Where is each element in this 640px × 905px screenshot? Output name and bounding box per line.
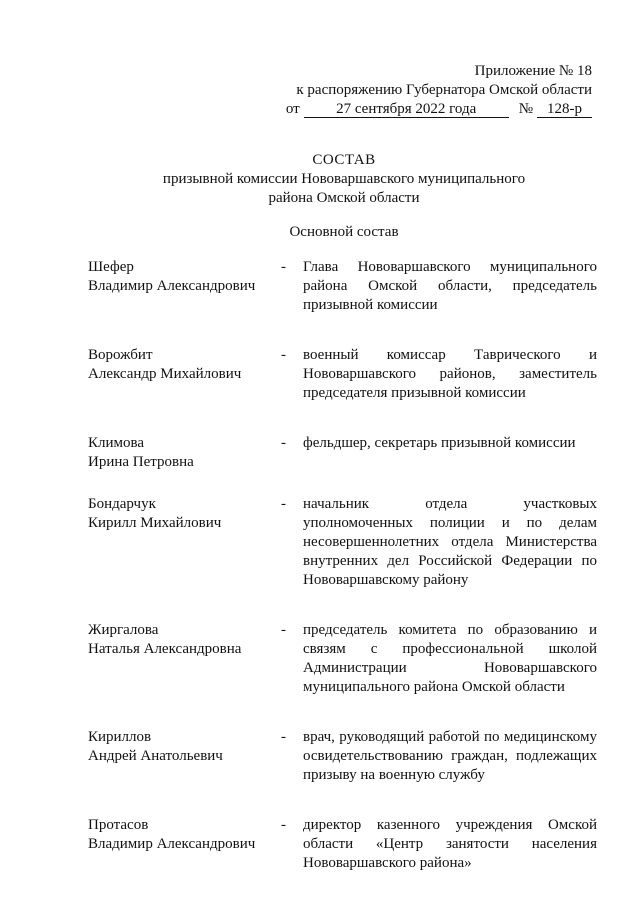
member-role: директор казенного учреждения Омской области «Центр занятости населения Нововаршавского района» <box>303 817 597 871</box>
member-surname: Жиргалова <box>88 622 159 638</box>
dash: - <box>281 817 286 833</box>
member-row <box>88 728 598 785</box>
member-row <box>88 258 598 315</box>
member-name <box>88 816 278 854</box>
member-role: председатель комитета по образованию и связям с профессиональной школой Администрации Нововаршавского муниципального района Омской области <box>303 622 597 695</box>
title-line-2: призывной комиссии Нововаршавского муниципального <box>162 171 526 187</box>
member-given-names: Кирилл Михайлович <box>88 515 222 531</box>
number-label: № <box>518 101 533 117</box>
member-row <box>88 621 598 697</box>
dash: - <box>281 622 286 638</box>
from-label: от <box>285 101 300 117</box>
member-surname: Кириллов <box>88 729 152 745</box>
members-list <box>88 258 598 873</box>
appendix-label: Приложение № 18 <box>474 63 592 79</box>
member-row <box>88 346 598 403</box>
order-number: 128-р <box>537 101 592 118</box>
title-heading: СОСТАВ <box>312 152 376 168</box>
member-row <box>88 816 598 873</box>
dash: - <box>281 729 286 745</box>
section-heading: Основной состав <box>289 224 399 240</box>
member-given-names: Александр Михайлович <box>88 366 242 382</box>
member-row <box>88 434 598 472</box>
member-role: врач, руководящий работой по медицинскому освидетельствованию граждан, подлежащих призыву на военную службу <box>303 729 597 783</box>
member-given-names: Владимир Александрович <box>88 836 256 852</box>
member-role: фельдшер, секретарь призывной комиссии <box>303 435 576 451</box>
order-reference: к распоряжению Губернатора Омской области <box>296 82 592 98</box>
member-name <box>88 258 278 296</box>
member-surname: Бондарчук <box>88 496 156 512</box>
member-given-names: Ирина Петровна <box>88 454 194 470</box>
title-line-3: района Омской области <box>268 190 420 206</box>
member-role: военный комиссар Таврического и Нововаршавского районов, заместитель председателя призывной комиссии <box>303 347 597 401</box>
dash: - <box>281 347 286 363</box>
document-header <box>286 62 592 119</box>
member-surname: Климова <box>88 435 145 451</box>
member-given-names: Наталья Александровна <box>88 641 242 657</box>
dash: - <box>281 496 286 512</box>
member-given-names: Владимир Александрович <box>88 278 256 294</box>
member-role: начальник отдела участковых уполномоченных полиции и по делам несовершеннолетних отдела Министерства внутренних дел Российской Федерации по Нововаршавскому району <box>303 496 597 588</box>
member-given-names: Андрей Анатольевич <box>88 748 223 764</box>
member-name <box>88 346 278 384</box>
order-date: 27 сентября 2022 года <box>304 101 509 118</box>
member-surname: Ворожбит <box>88 347 153 363</box>
dash: - <box>281 259 286 275</box>
member-surname: Протасов <box>88 817 149 833</box>
member-name <box>88 495 278 533</box>
member-name <box>88 434 278 472</box>
order-date-number-line <box>286 100 592 119</box>
member-row <box>88 495 598 590</box>
member-role: Глава Нововаршавского муниципального района Омской области, председатель призывной комиссии <box>303 259 597 313</box>
member-name <box>88 728 278 766</box>
document-title <box>0 151 640 208</box>
dash: - <box>281 435 286 451</box>
member-name <box>88 621 278 659</box>
member-surname: Шефер <box>88 259 134 275</box>
